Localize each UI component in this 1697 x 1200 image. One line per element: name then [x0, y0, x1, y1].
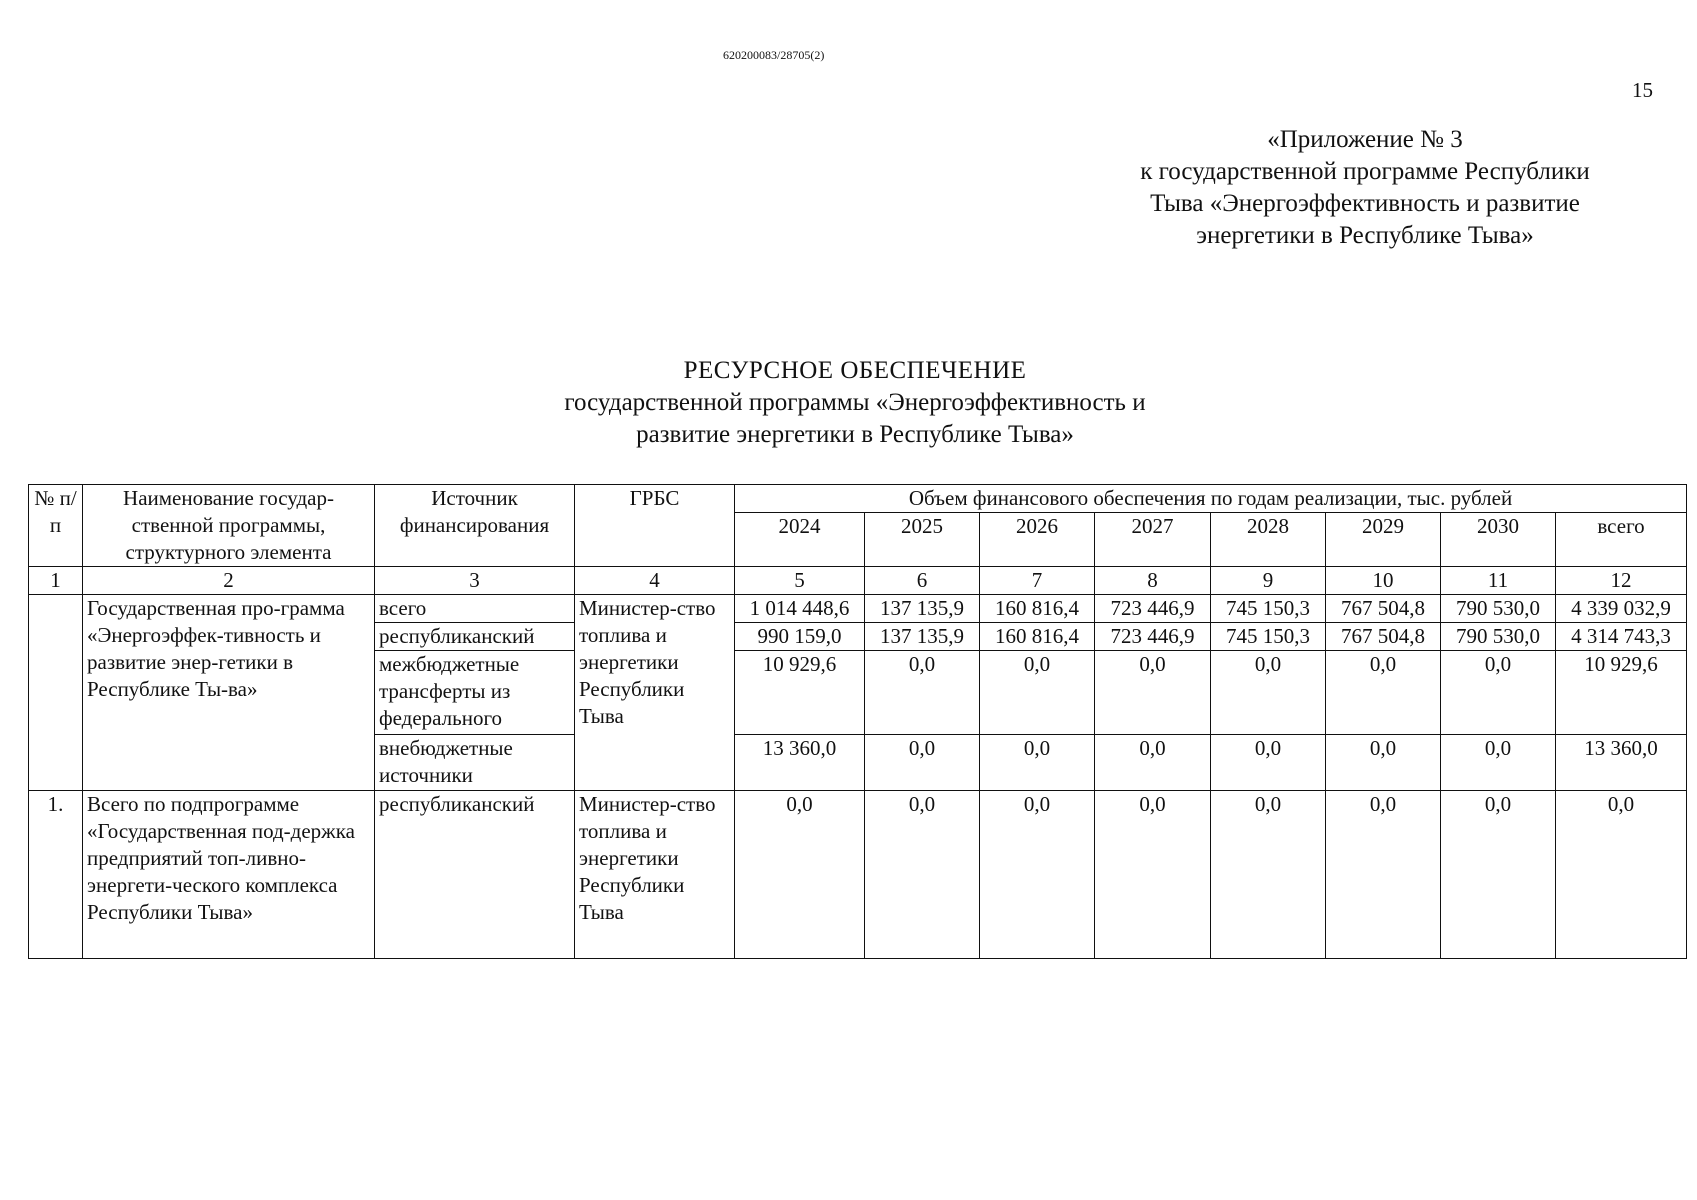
value-cell: 1 014 448,6	[735, 595, 865, 623]
value-cell: 137 135,9	[865, 623, 980, 651]
column-number: 3	[375, 567, 575, 595]
column-number: 11	[1441, 567, 1556, 595]
column-number: 5	[735, 567, 865, 595]
title-line: государственной программы «Энергоэффективность и	[564, 389, 1146, 416]
value-cell: 790 530,0	[1441, 595, 1556, 623]
value-cell: 160 816,4	[980, 623, 1095, 651]
total-cell: 0,0	[1556, 791, 1687, 959]
value-cell: 0,0	[865, 735, 980, 791]
total-header: всего	[1556, 513, 1687, 567]
total-cell: 10 929,6	[1556, 651, 1687, 735]
value-cell: 0,0	[1326, 735, 1441, 791]
column-number: 1	[29, 567, 83, 595]
title-line: развитие энергетики в Республике Тыва»	[636, 421, 1074, 448]
value-cell: 13 360,0	[735, 735, 865, 791]
header-row	[29, 485, 1687, 513]
value-cell: 10 929,6	[735, 651, 865, 735]
year-header: 2029	[1326, 513, 1441, 567]
column-number: 9	[1211, 567, 1326, 595]
year-header: 2028	[1211, 513, 1326, 567]
value-cell: 0,0	[1095, 651, 1211, 735]
value-cell: 0,0	[865, 651, 980, 735]
value-cell: 160 816,4	[980, 595, 1095, 623]
grbs-cell: Министер-ство топлива и энергетики Республики Тыва	[575, 595, 735, 791]
value-cell: 0,0	[1211, 735, 1326, 791]
appendix-line: энергетики в Республике Тыва»	[1196, 222, 1534, 249]
appendix-line: Тыва «Энергоэффективность и развитие	[1150, 190, 1580, 217]
value-cell: 767 504,8	[1326, 595, 1441, 623]
title-main: РЕСУРСНОЕ ОБЕСПЕЧЕНИЕ	[683, 357, 1027, 384]
funding-source: межбюджетные трансферты из федерального	[375, 651, 575, 735]
value-cell: 767 504,8	[1326, 623, 1441, 651]
table-row	[29, 791, 1687, 959]
appendix-line: «Приложение № 3	[1267, 126, 1463, 153]
appendix-block	[1080, 124, 1650, 252]
value-cell: 0,0	[980, 651, 1095, 735]
value-cell: 745 150,3	[1211, 623, 1326, 651]
header-volume: Объем финансового обеспечения по годам реализации, тыс. рублей	[735, 485, 1687, 513]
header-source: Источник финансирования	[375, 485, 575, 567]
total-cell: 13 360,0	[1556, 735, 1687, 791]
value-cell: 0,0	[980, 791, 1095, 959]
appendix-line: к государственной программе Республики	[1140, 158, 1590, 185]
value-cell: 0,0	[1326, 791, 1441, 959]
value-cell: 990 159,0	[735, 623, 865, 651]
value-cell: 0,0	[1211, 651, 1326, 735]
page-number: 15	[1632, 78, 1653, 102]
funding-source: республиканский	[375, 791, 575, 959]
year-header: 2030	[1441, 513, 1556, 567]
resource-table	[28, 484, 1687, 959]
program-name: Государственная про-грамма «Энергоэффек-тивность и развитие энер-гетики в Республике Ты-ва»	[83, 595, 375, 791]
total-cell: 4 339 032,9	[1556, 595, 1687, 623]
column-number-row	[29, 567, 1687, 595]
header-grbs: ГРБС	[575, 485, 735, 567]
value-cell: 0,0	[1326, 651, 1441, 735]
value-cell: 745 150,3	[1211, 595, 1326, 623]
value-cell: 0,0	[1095, 791, 1211, 959]
column-number: 12	[1556, 567, 1687, 595]
column-number: 6	[865, 567, 980, 595]
column-number: 7	[980, 567, 1095, 595]
value-cell: 0,0	[865, 791, 980, 959]
funding-source: внебюджетные источники	[375, 735, 575, 791]
year-header: 2027	[1095, 513, 1211, 567]
value-cell: 0,0	[1441, 735, 1556, 791]
document-id: 620200083/28705(2)	[723, 48, 825, 62]
value-cell: 0,0	[1441, 651, 1556, 735]
document-title	[420, 355, 1290, 451]
row-num	[29, 595, 83, 791]
value-cell: 0,0	[1095, 735, 1211, 791]
value-cell: 0,0	[1211, 791, 1326, 959]
column-number: 8	[1095, 567, 1211, 595]
subprogram-name: Всего по подпрограмме «Государственная под-держка предприятий топ-ливно-энергети-ческого комплекса Республики Тыва»	[83, 791, 375, 959]
value-cell: 0,0	[1441, 791, 1556, 959]
grbs-cell: Министер-ство топлива и энергетики Республики Тыва	[575, 791, 735, 959]
year-header: 2024	[735, 513, 865, 567]
funding-source: всего	[375, 595, 575, 623]
value-cell: 723 446,9	[1095, 595, 1211, 623]
header-num: № п/п	[29, 485, 83, 567]
year-header: 2026	[980, 513, 1095, 567]
year-header: 2025	[865, 513, 980, 567]
column-number: 2	[83, 567, 375, 595]
table-row	[29, 595, 1687, 623]
row-num: 1.	[29, 791, 83, 959]
total-cell: 4 314 743,3	[1556, 623, 1687, 651]
value-cell: 723 446,9	[1095, 623, 1211, 651]
funding-source: республиканский	[375, 623, 575, 651]
column-number: 4	[575, 567, 735, 595]
column-number: 10	[1326, 567, 1441, 595]
value-cell: 0,0	[980, 735, 1095, 791]
value-cell: 137 135,9	[865, 595, 980, 623]
value-cell: 790 530,0	[1441, 623, 1556, 651]
header-name: Наименование государ-ственной программы, структурного элемента	[83, 485, 375, 567]
value-cell: 0,0	[735, 791, 865, 959]
